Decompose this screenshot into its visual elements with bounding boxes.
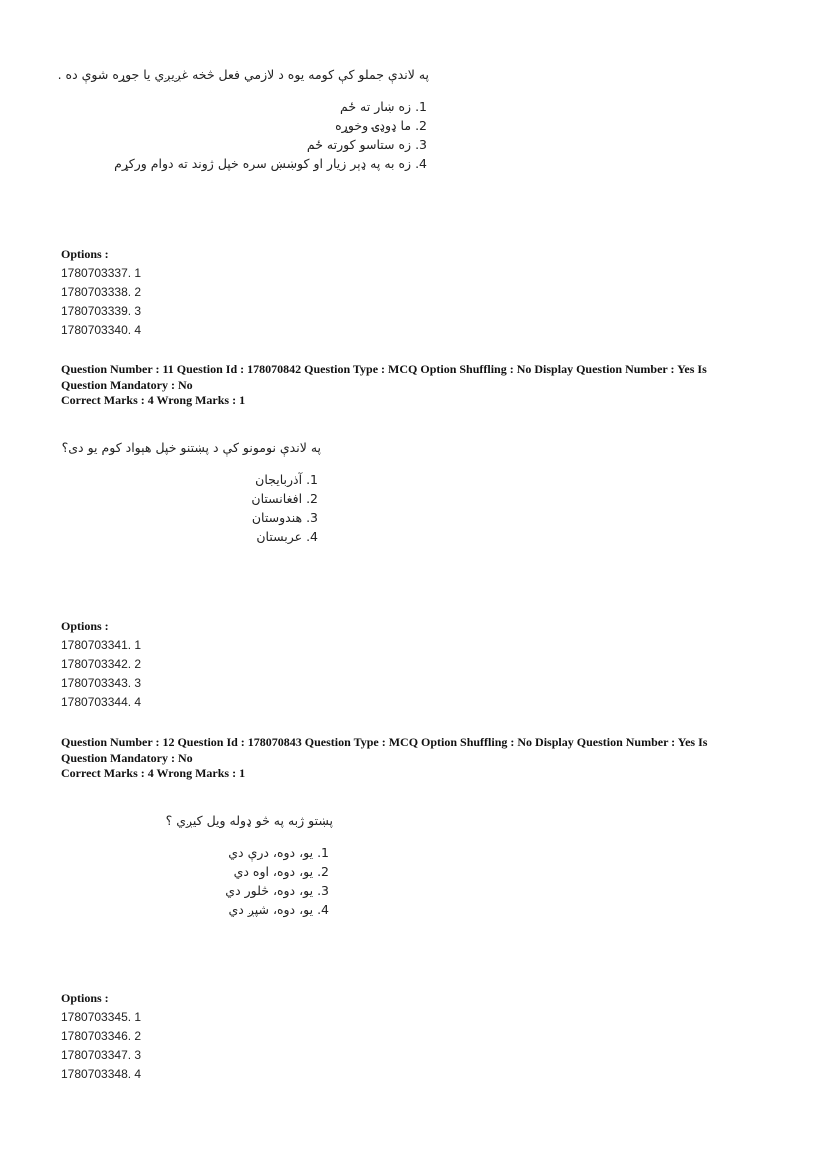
- question-12-choice-4: [229, 902, 330, 917]
- question-11-choice-1: [255, 472, 318, 487]
- choice-text: زه ښار ته ځم: [340, 99, 412, 114]
- option-id-line: 1780703345. 1: [61, 1010, 142, 1024]
- option-id-line: 1780703343. 3: [61, 676, 142, 690]
- question-10-stem: په لاندې جملو کې کومه یوه د لازمي فعل څخه غږیږي یا جوړه شوې ده .: [57, 67, 429, 82]
- choice-text: ما ډوډۍ وخوړه: [335, 118, 412, 133]
- choice-number: 3.: [306, 510, 318, 525]
- option-id-line: 1780703337. 1: [61, 266, 142, 280]
- question-11-choice-2: [251, 491, 318, 506]
- question-10-choice-2: [335, 118, 427, 133]
- choice-text: يو، دوه، درې دي: [228, 845, 314, 860]
- choice-number: 3.: [415, 137, 427, 152]
- choice-number: 2.: [415, 118, 427, 133]
- choice-text: عربستان: [256, 529, 303, 544]
- options-heading: Options :: [61, 991, 109, 1005]
- choice-text: يو، دوه، اوه دي: [233, 864, 314, 879]
- choice-text: يو، دوه، شپږ دي: [228, 902, 314, 917]
- question-meta-line: Question Mandatory : No: [61, 377, 193, 392]
- question-11-choice-3: [252, 510, 318, 525]
- choice-text: زه به په ډېر زیار او کوښښ سره خپل ژوند ته دوام ورکړم: [114, 156, 412, 171]
- choice-number: 3.: [317, 883, 329, 898]
- options-heading: Options :: [61, 247, 109, 261]
- question-meta-line: Question Mandatory : No: [61, 750, 193, 765]
- choice-number: 4.: [306, 529, 318, 544]
- question-11-stem: په لاندې نومونو کې د پښتنو خپل هېواد کوم یو دی؟: [61, 440, 321, 455]
- question-12-choice-1: [228, 845, 329, 860]
- option-id-line: 1780703339. 3: [61, 304, 142, 318]
- choice-text: هندوستان: [251, 510, 303, 525]
- question-marks: Correct Marks : 4 Wrong Marks : 1: [61, 393, 246, 407]
- choice-text: يو، دوه، څلور دي: [225, 883, 314, 898]
- option-id-line: 1780703346. 2: [61, 1029, 142, 1043]
- option-id-line: 1780703348. 4: [61, 1067, 142, 1081]
- choice-text: افغانستان: [251, 491, 303, 506]
- option-id-line: 1780703344. 4: [61, 695, 142, 709]
- question-marks: Correct Marks : 4 Wrong Marks : 1: [61, 766, 246, 780]
- choice-number: 1.: [306, 472, 318, 487]
- option-id-line: 1780703340. 4: [61, 323, 142, 337]
- option-id-line: 1780703342. 2: [61, 657, 142, 671]
- choice-number: 1.: [415, 99, 427, 114]
- question-11-meta: [61, 362, 761, 409]
- question-12-stem: پښتو ژبه په څو ډوله ويل کيږي ؟: [165, 813, 333, 828]
- question-10-choice-1: [340, 99, 427, 114]
- choice-number: 2.: [306, 491, 318, 506]
- option-id-line: 1780703347. 3: [61, 1048, 142, 1062]
- choice-text: زه ستاسو کورته ځم: [306, 137, 412, 152]
- question-meta-line: Question Number : 11 Question Id : 178070842 Question Type : MCQ Option Shuffling : No Display Question Number : Yes Is: [61, 362, 707, 376]
- question-12-choice-3: [225, 883, 329, 898]
- question-11-choice-4: [256, 529, 318, 544]
- question-10-choice-3: [307, 137, 427, 152]
- choice-number: 2.: [317, 864, 329, 879]
- question-meta-line: Question Number : 12 Question Id : 178070843 Question Type : MCQ Option Shuffling : No Display Question Number : Yes Is: [61, 735, 708, 749]
- question-12-meta: [61, 735, 761, 782]
- question-10-choice-4: [114, 156, 427, 171]
- option-id-line: 1780703338. 2: [61, 285, 142, 299]
- option-id-line: 1780703341. 1: [61, 638, 142, 652]
- question-12-choice-2: [234, 864, 329, 879]
- choice-number: 4.: [415, 156, 427, 171]
- choice-number: 4.: [317, 902, 329, 917]
- choice-text: آذربایجان: [255, 472, 303, 487]
- choice-number: 1.: [317, 845, 329, 860]
- options-heading: Options :: [61, 619, 109, 633]
